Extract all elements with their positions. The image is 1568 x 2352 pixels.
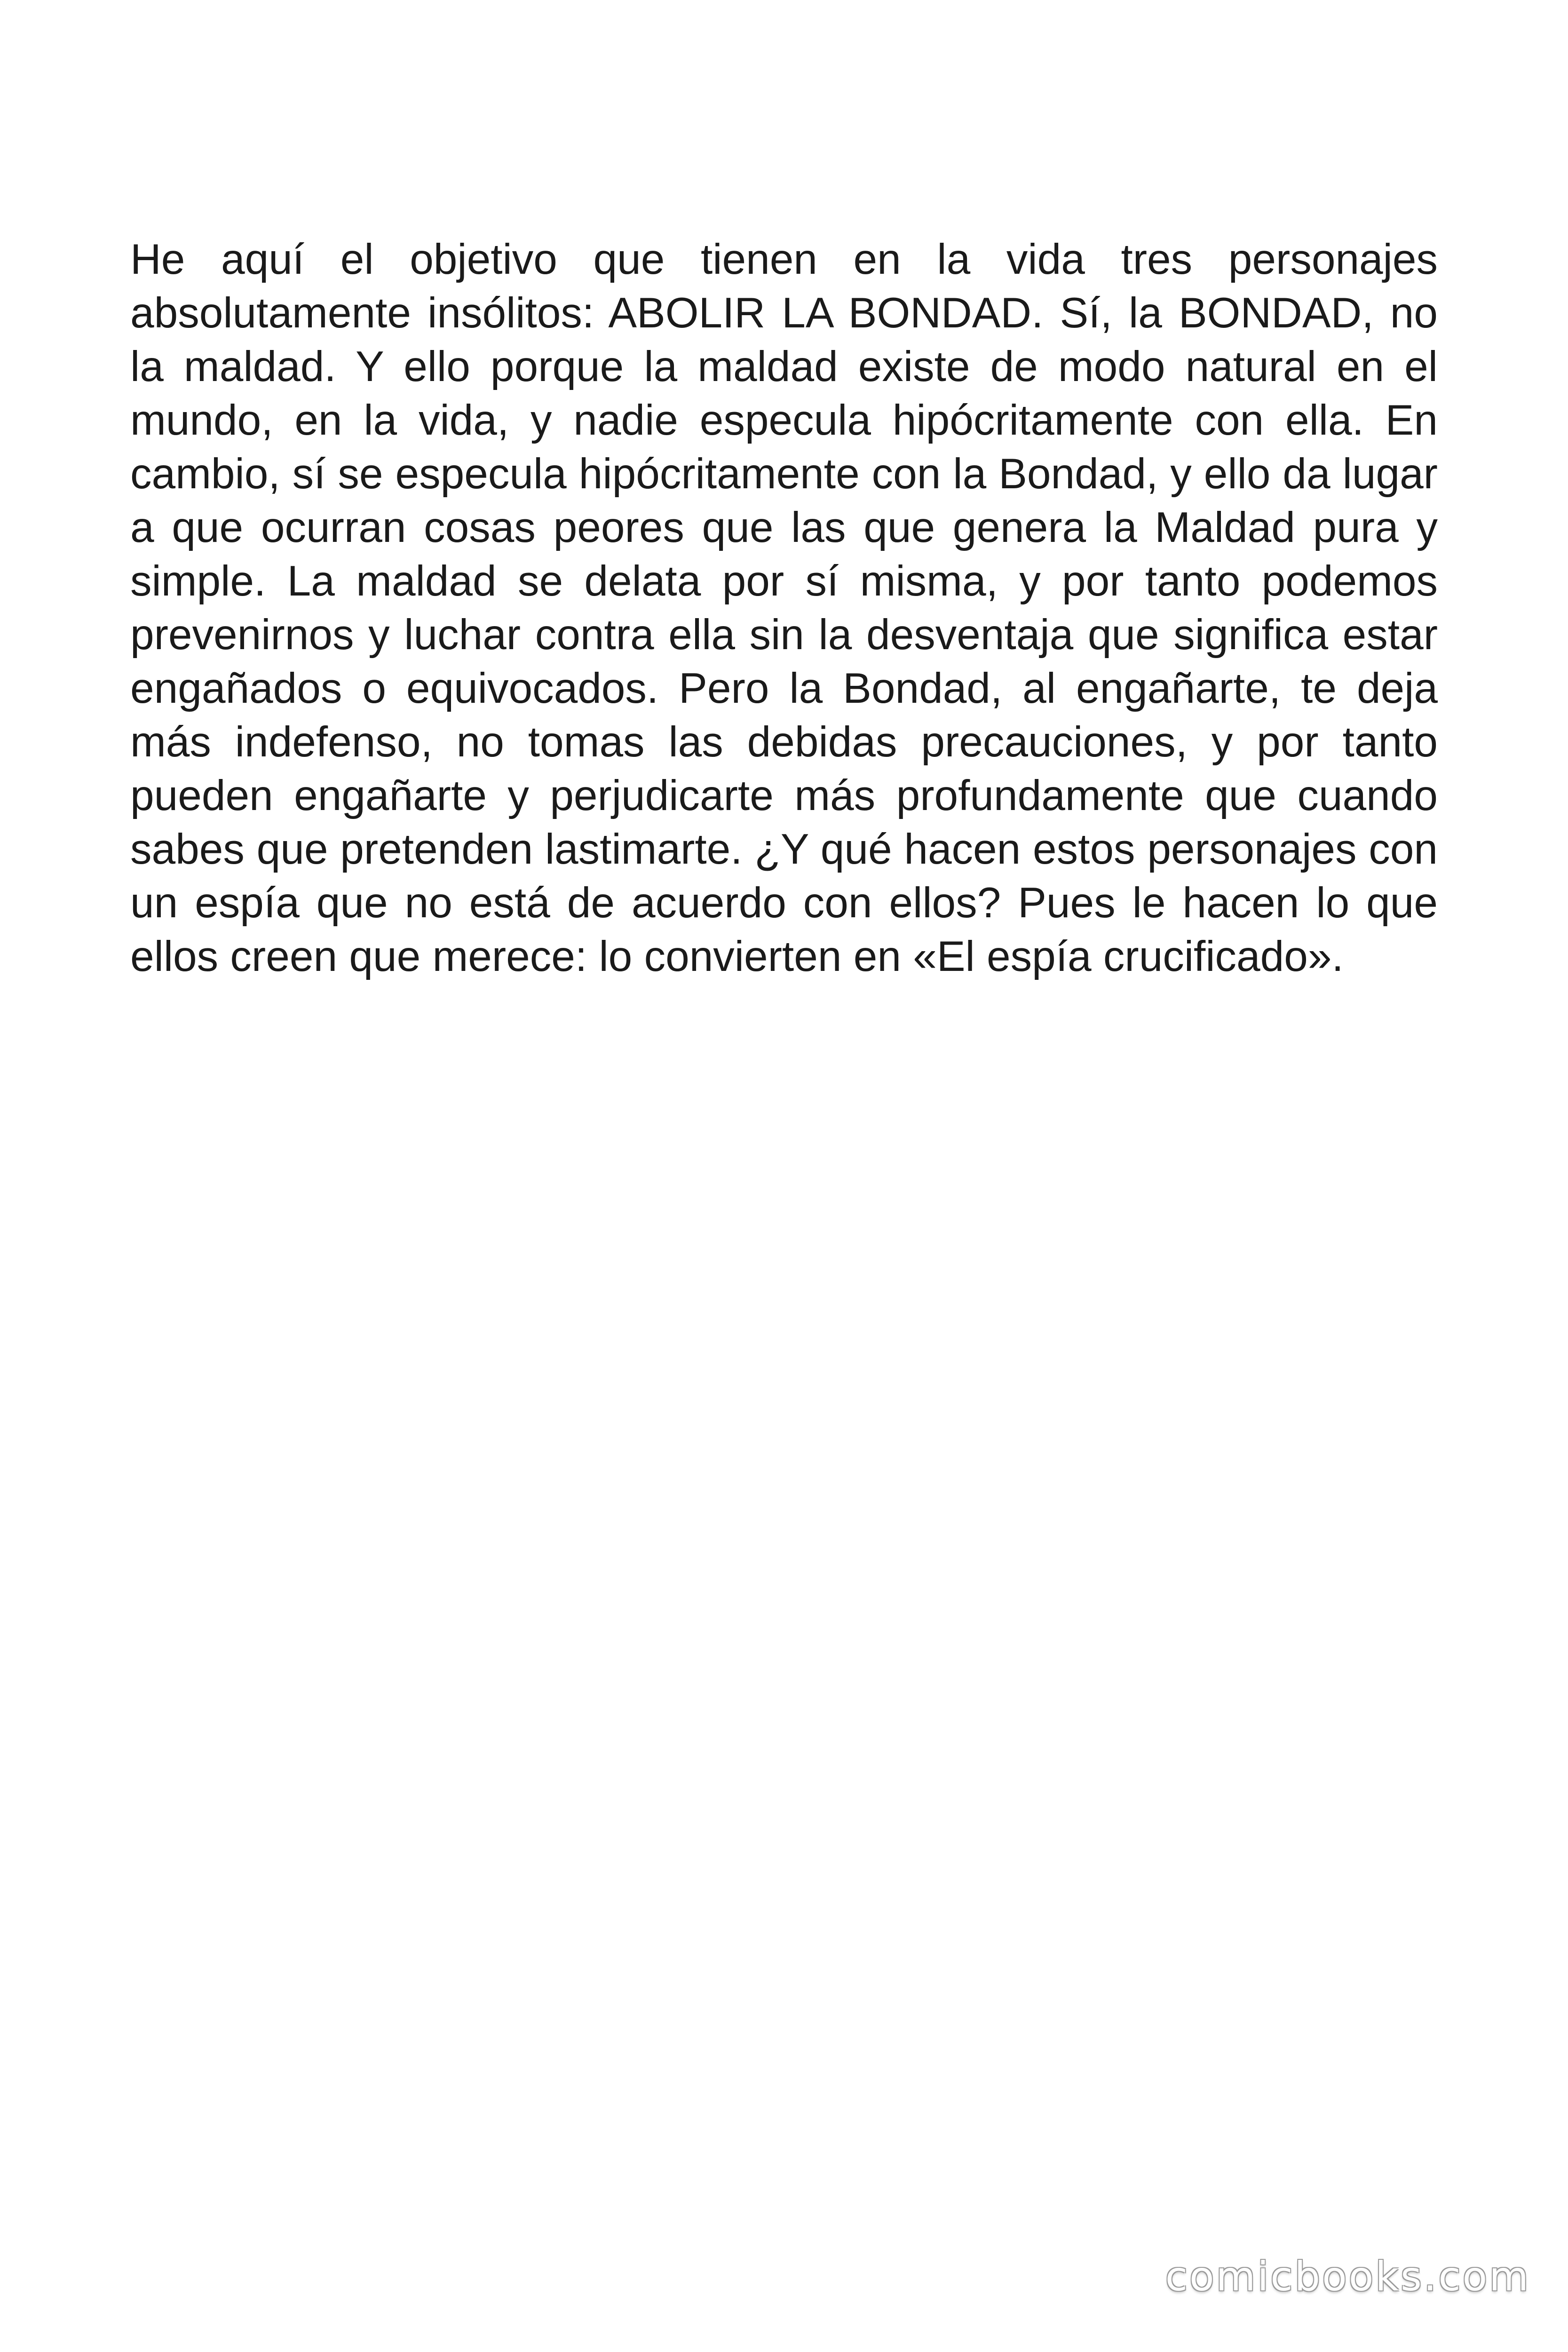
watermark-logo: comicbooks.com: [1165, 2253, 1530, 2300]
synopsis-paragraph: He aquí el objetivo que tienen en la vida tres personajes absolutamente insólitos: ABOLIR LA BONDAD. Sí, la BONDAD, no la maldad. Y ello porque la maldad existe de modo natural en el mundo, en la vida, y nadie especula hipócritamente con ella. En cambio, sí se especula hipócritamente con la Bondad, y ello da lugar a que ocurran cosas peores que las que genera la Maldad pura y simple. La maldad se delata por sí misma, y por tanto podemos prevenirnos y luchar contra ella sin la desventaja que significa estar engañados o equivocados. Pero la Bondad, al engañarte, te deja más indefenso, no tomas las debidas precauciones, y por tanto pueden engañarte y perjudicarte más profundamente que cuando sabes que pretenden lastimarte. ¿Y qué hacen estos personajes con un espía que no está de acuerdo con ellos? Pues le hacen lo que ellos creen que merece: lo convierten en «El espía crucificado».: [130, 236, 1438, 980]
